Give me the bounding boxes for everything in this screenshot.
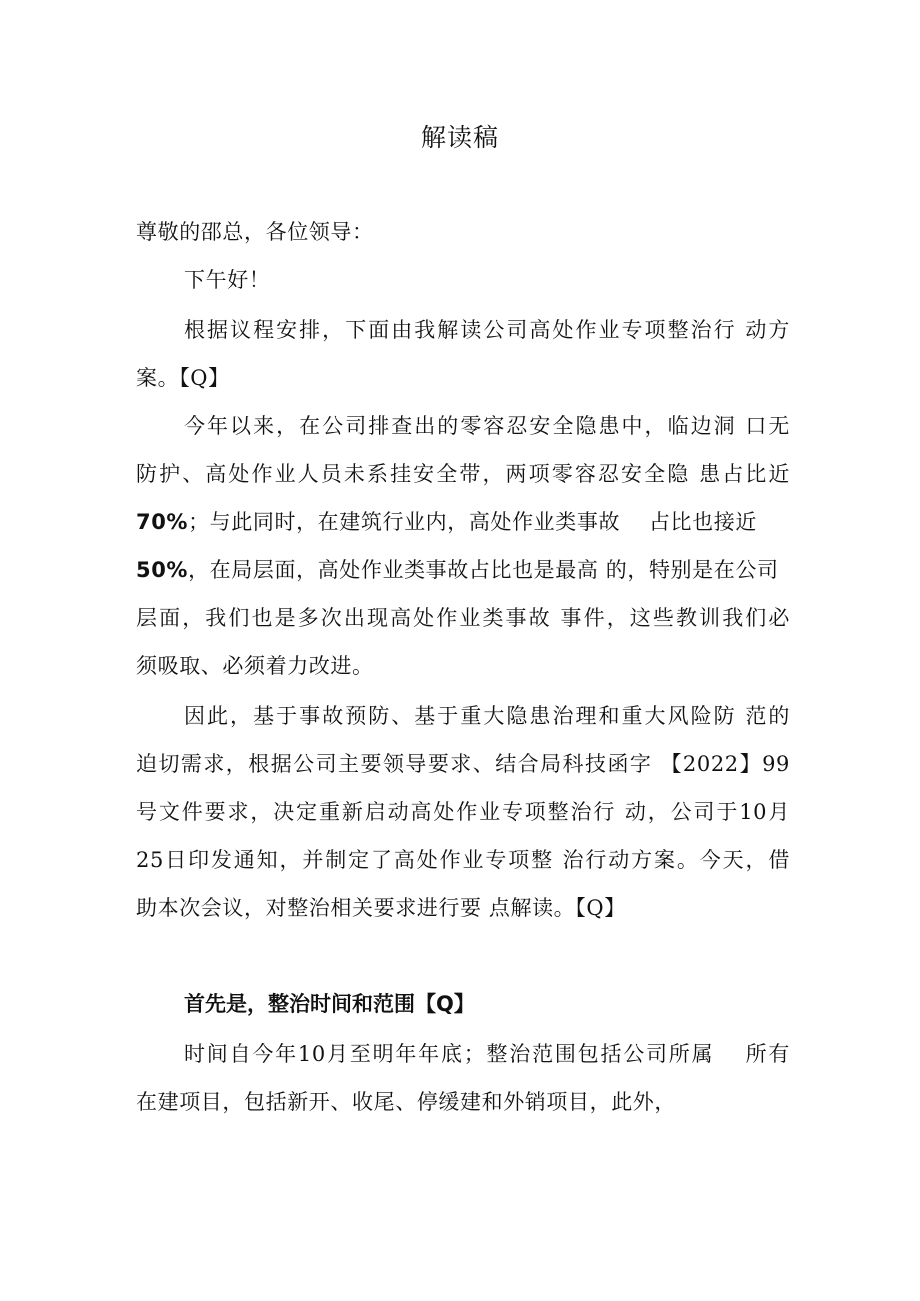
paragraph-3-line-5: 助本次会议，对整治相关要求进行要 点解读。【Q】: [136, 896, 626, 920]
percentage-70: 70%: [136, 510, 189, 534]
document-title: 解读稿: [420, 123, 499, 152]
paragraph-2-line-5: 层面，我们也是多次出现高处作业类事故 事件，这些教训我们必: [136, 606, 790, 630]
greeting: 下午好！: [184, 268, 271, 292]
paragraph-2-line-4-text: ，在局层面，高处作业类事故占比也是最高 的，特别是在公司: [188, 558, 779, 582]
paragraph-2-line-3-text: ；与此同时，在建筑行业内，高处作业类事故 占比也接近: [188, 510, 757, 534]
paragraph-3-line-2: 迫切需求，根据公司主要领导要求、结合局科技函字 【2022】99: [136, 752, 790, 776]
section-1-line-1: 时间自今年10月至明年年底；整治范围包括公司所属 所有: [184, 1042, 790, 1066]
paragraph-2-line-2: 防护、高处作业人员未系挂安全带，两项零容忍安全隐 患占比近: [136, 462, 790, 486]
salutation: 尊敬的邵总，各位领导：: [136, 220, 374, 244]
paragraph-3-line-4: 25日印发通知，并制定了高处作业专项整 治行动方案。今天，借: [136, 848, 790, 872]
section-1-line-2: 在建项目，包括新开、收尾、停缓建和外销项目，此外，: [136, 1090, 676, 1114]
paragraph-1-line-2: 案。【Q】: [136, 366, 230, 390]
paragraph-2-line-4: [136, 554, 790, 586]
paragraph-2-line-3: [136, 506, 790, 538]
section-heading-scope: 首先是，整治时间和范围【Q】: [184, 992, 475, 1016]
paragraph-2-line-1: 今年以来，在公司排查出的零容忍安全隐患中，临边洞 口无: [184, 414, 790, 438]
percentage-50: 50%: [136, 558, 189, 582]
paragraph-3-line-1: 因此，基于事故预防、基于重大隐患治理和重大风险防 范的: [184, 704, 790, 728]
paragraph-2-line-6: 须吸取、必须着力改进。: [136, 654, 374, 678]
paragraph-1-line-1: 根据议程安排，下面由我解读公司高处作业专项整治行 动方: [184, 318, 790, 342]
paragraph-3-line-3: 号文件要求，决定重新启动高处作业专项整治行 动，公司于10月: [136, 800, 790, 824]
